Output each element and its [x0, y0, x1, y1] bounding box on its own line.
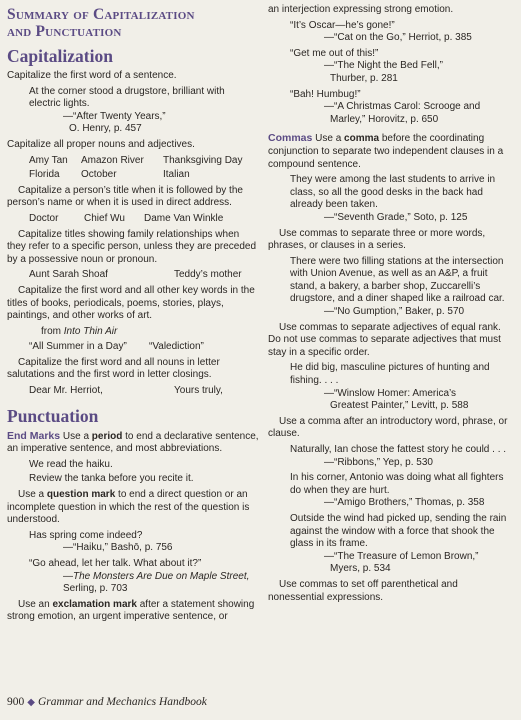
excl-citation-3b: Marley,” Horovitz, p. 650: [330, 113, 439, 125]
comma-example-4: Naturally, Ian chose the fattest story he could . . .: [290, 444, 507, 455]
comma-example-6: Outside the wind had picked up, sending the rain against the window with a force that shook the glass in its frame.: [290, 512, 507, 550]
excl-citation-2b: Thurber, p. 281: [330, 72, 398, 84]
exclamation-rule-cont: an interjection expressing strong emotion.: [268, 4, 454, 15]
example-word: “Valediction”: [149, 341, 204, 353]
example-word: October: [81, 169, 117, 181]
rule-text: Use a: [60, 430, 92, 442]
commas-subheading: Commas: [268, 132, 313, 145]
end-example-1: We read the haiku.: [29, 458, 113, 470]
cap-rule-6: Capitalize the first word and all nouns in letter salutations and the first word in letter closings.: [7, 356, 220, 381]
excl-example-3: “Bah! Humbug!”: [290, 88, 361, 100]
commas-rule-1: [268, 132, 514, 171]
exclamation-rule: [7, 599, 259, 624]
diamond-icon: ◆: [27, 697, 35, 708]
comma-example-2: There were two filling stations at the intersection with Union Avenue, as well as an A&P, a fruit stand, a bakery, a barber shop, Zuccarelli’s drugstore, and a diner shaped like a railroad car.: [290, 255, 505, 305]
example-word: Chief Wu: [84, 212, 125, 224]
book-title: Grammar and Mechanics Handbook: [37, 696, 207, 708]
comma-example-5: In his corner, Antonio was doing what all fighters do when they are hurt.: [290, 472, 504, 496]
example-word: Aunt Sarah Shoaf: [29, 269, 108, 281]
cap-example-row-3: [29, 213, 259, 226]
citation-title: The Monsters Are Due on Maple Street,: [73, 570, 250, 582]
example-word: Amazon River: [81, 154, 144, 166]
question-mark-rule: [7, 489, 259, 527]
question-example-2: “Go ahead, let her talk. What about it?”: [29, 558, 202, 569]
excl-citation-2a: —“The Night the Bed Fell,”: [324, 60, 443, 72]
rule-text: to end a declarative sentence, an imperative sentence, and most abbreviations.: [7, 430, 259, 455]
comma-citation-3b: Greatest Painter,” Levitt, p. 588: [330, 400, 469, 412]
cap-citation-1a: —“After Twenty Years,”: [63, 110, 166, 122]
cap-example-1: At the corner stood a drugstore, brilliant with electric lights.: [29, 85, 225, 110]
example-word: Teddy’s mother: [174, 269, 242, 281]
term-exclamation-mark: exclamation mark: [52, 598, 137, 610]
cap-example-5: [41, 326, 259, 339]
comma-citation-2: —“No Gumption,” Baker, p. 570: [324, 306, 465, 318]
question-citation-1: —“Haiku,” Bashō, p. 756: [63, 542, 173, 554]
question-citation-2: [63, 571, 259, 596]
example-book-title: Into Thin Air: [63, 325, 118, 337]
excl-citation-3a: —“A Christmas Carol: Scrooge and: [324, 101, 481, 113]
commas-rule-2: Use commas to separate three or more words, phrases, or clauses in a series.: [268, 227, 486, 252]
cap-example-row-1: [29, 155, 259, 168]
page-number: 900: [7, 696, 25, 708]
commas-rule-4: Use a comma after an introductory word, phrase, or clause.: [268, 415, 508, 440]
example-word: Florida: [29, 169, 60, 181]
citation-text: Serling, p. 703: [63, 583, 128, 595]
cap-rule-1: Capitalize the first word of a sentence.: [7, 70, 177, 81]
rule-text: Use a: [312, 133, 345, 145]
question-example-1: Has spring come indeed?: [29, 529, 143, 541]
comma-citation-1: —“Seventh Grade,” Soto, p. 125: [324, 211, 468, 223]
cap-example-row-5: [29, 341, 259, 354]
rule-text: to end a direct question or an incomplete question in which the rest of the question is understood.: [7, 489, 250, 526]
example-word: Dame Van Winkle: [144, 212, 224, 224]
term-comma: comma: [344, 133, 380, 145]
term-period: period: [91, 430, 123, 442]
example-text: from: [41, 325, 64, 337]
cap-citation-1b: O. Henry, p. 457: [69, 123, 142, 135]
example-word: Yours truly,: [174, 385, 223, 397]
comma-example-3: He did big, masculine pictures of hunting and fishing. . . .: [290, 362, 490, 387]
commas-rule-5: Use commas to set off parenthetical and nonessential expressions.: [268, 578, 458, 603]
end-marks-subheading: End Marks: [7, 429, 61, 442]
cap-example-row-4: [29, 269, 259, 282]
comma-citation-3a: —“Winslow Homer: America’s: [324, 387, 457, 399]
comma-citation-6b: Myers, p. 534: [330, 563, 391, 575]
punctuation-heading: Punctuation: [7, 405, 99, 426]
rule-text: Use a: [18, 489, 47, 501]
example-word: Doctor: [29, 212, 59, 224]
page-footer: [7, 696, 207, 708]
cap-rule-4: Capitalize titles showing family relationships when they refer to a specific person, unless they are preceded by a possessive noun or pronoun.: [7, 228, 257, 265]
cap-rule-3: Capitalize a person’s title when it is followed by the person’s name or when it is used in direct address.: [7, 184, 243, 209]
rule-text: after a statement showing strong emotion, an urgent imperative sentence, or: [7, 598, 255, 623]
term-question-mark: question mark: [46, 489, 116, 501]
rule-text: before the coordinating conjunction to separate two independent clauses in a compound sentence.: [268, 133, 504, 170]
end-example-2: Review the tanka before you recite it.: [29, 473, 194, 485]
comma-example-1: They were among the last students to arrive in class, so all the good desks in the back had already been taken.: [290, 174, 496, 211]
excl-example-1: “It’s Oscar—he’s gone!”: [290, 19, 395, 31]
excl-example-2: “Get me out of this!”: [290, 47, 379, 59]
excl-citation-1: —“Cat on the Go,” Herriot, p. 385: [324, 32, 472, 44]
example-word: Amy Tan: [29, 154, 68, 166]
left-column: [7, 4, 259, 627]
capitalization-heading: Capitalization: [7, 46, 113, 66]
rule-text: Use an: [18, 598, 53, 610]
citation-text: —: [63, 570, 73, 582]
end-marks-rule: [7, 430, 259, 456]
right-column: [268, 4, 514, 607]
title-line-2: and Punctuation: [7, 23, 122, 40]
cap-example-row-2: [29, 169, 259, 182]
cap-rule-2: Capitalize all proper nouns and adjectives.: [7, 138, 195, 150]
commas-rule-3: Use commas to separate adjectives of equal rank. Do not use commas to separate adjectives that must stay in a specific order.: [268, 321, 501, 358]
example-word: “All Summer in a Day”: [29, 341, 127, 353]
example-word: Italian: [163, 169, 190, 181]
title-line-1: Summary of Capitalization: [7, 6, 195, 23]
comma-citation-5: —“Amigo Brothers,” Thomas, p. 358: [324, 497, 485, 509]
comma-citation-6a: —“The Treasure of Lemon Brown,”: [324, 550, 479, 562]
summary-title: [7, 6, 259, 40]
cap-example-row-6: [29, 385, 259, 398]
cap-rule-5: Capitalize the first word and all other key words in the titles of books, periodicals, poems, stories, plays, paintings, and other works of art.: [7, 284, 255, 322]
example-word: Thanksgiving Day: [163, 154, 243, 166]
example-word: Dear Mr. Herriot,: [29, 385, 103, 397]
comma-citation-4: —“Ribbons,” Yep, p. 530: [324, 456, 433, 468]
